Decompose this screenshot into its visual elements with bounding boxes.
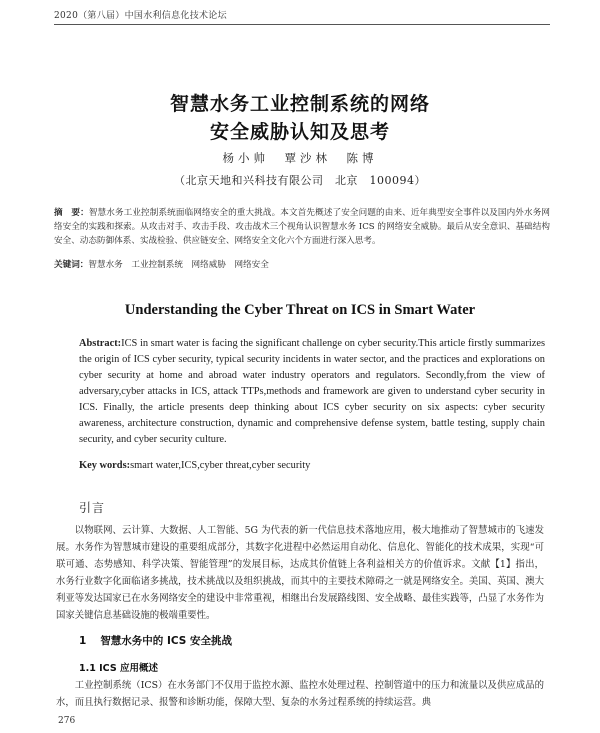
section-1-1-paragraph: 工业控制系统（ICS）在水务部门不仅用于监控水源、监控水处理过程、控制管道中的压力和流量以及供应成品的水，而且执行数据记录、报警和诊断功能，保障大型、复杂的水务过程系统的持续运营。典 [56, 680, 544, 708]
abstract-zh-text: 智慧水务工业控制系统面临网络安全的重大挑战。本文首先概述了安全问题的由来、近年典型安全事件以及国内外水务网络安全的实践和探索。从攻击对手、攻击手段、攻击战术三个视角认识智慧水务 ICS 的网络安全威胁。最后从安全意识、基础结构安全、动态防御体系、实战检验、供应链安全、网络安全文化六个方面进行深入思考。 [54, 208, 550, 246]
authors: 杨小帅 覃沙林 陈博 [222, 151, 378, 165]
keywords-zh [54, 258, 550, 272]
chinese-title-line-2: 安全威胁认知及思考 [209, 121, 390, 143]
abstract-en-text: ICS in smart water is facing the significant challenge on cyber security.This article firstly summarizes the origin of ICS cyber security, typical security incidents in water sector, and the practices and explorations on cyber security at home and abroad water industry operators and regulators. Secondly,from the view of adversary,cyber attacks in ICS, attack TTPs,methods and framework are given to understand cyber security in ICS. Finally, the article presents deep thinking about ICS cyber security on six aspects: cyber security awareness, architecture construction, dynamic and comprehensive defense system, battle testing, supply chain security, and cyber security culture. [79, 338, 545, 445]
page-number: 276 [58, 716, 76, 726]
abstract-zh [54, 206, 550, 248]
section-1-1-heading: 1.1 ICS 应用概述 [79, 663, 158, 674]
english-title: Understanding the Cyber Threat on ICS in Smart Water [124, 302, 476, 318]
abstract-en-label: Abstract: [79, 338, 122, 349]
chinese-title-line-1: 智慧水务工业控制系统的网络 [169, 93, 430, 115]
section-1-title: 智慧水务中的 ICS 安全挑战 [100, 635, 232, 647]
keywords-zh-label: 关键词： [54, 260, 89, 270]
header-divider [54, 24, 550, 25]
running-header: 2020（第八届）中国水利信息化技术论坛 [54, 11, 227, 21]
section-1-heading [79, 633, 232, 648]
keywords-en-label: Key words: [79, 460, 131, 471]
intro-paragraph: 以物联网、云计算、大数据、人工智能、5G 为代表的新一代信息技术落地应用，极大地推动了智慧城市的飞速发展。水务作为智慧城市建设的重要组成部分，其数字化进程中必然运用自动化、信息化、智能化的技术成果，实现“可联可通、态势感知、科学决策、智能管理”的发展目标，达成其价值链上各利益相关方的价值诉求。文献【1】指出，水务行业数字化面临诸多挑战，技术挑战以及组织挑战，而其中的主要技术障碍之一就是网络安全。美国、英国、澳大利亚等发达国家已在水务网络安全的建设中非常重视，相继出台发展路线图、安全战略、最佳实践等，凸显了水务作为国家关键信息基础设施的极端重要性。 [56, 525, 544, 621]
affiliation: （北京天地和兴科技有限公司 北京 100094） [174, 174, 426, 187]
intro-heading: 引言 [79, 501, 106, 515]
keywords-en-text: smart water,ICS,cyber threat,cyber security [130, 460, 311, 471]
keywords-zh-text: 智慧水务 工业控制系统 网络威胁 网络安全 [88, 260, 269, 270]
abstract-zh-label: 摘 要： [54, 208, 89, 218]
section-1-number: 1 [79, 635, 87, 647]
keywords-en [79, 460, 545, 471]
abstract-en [79, 336, 545, 448]
